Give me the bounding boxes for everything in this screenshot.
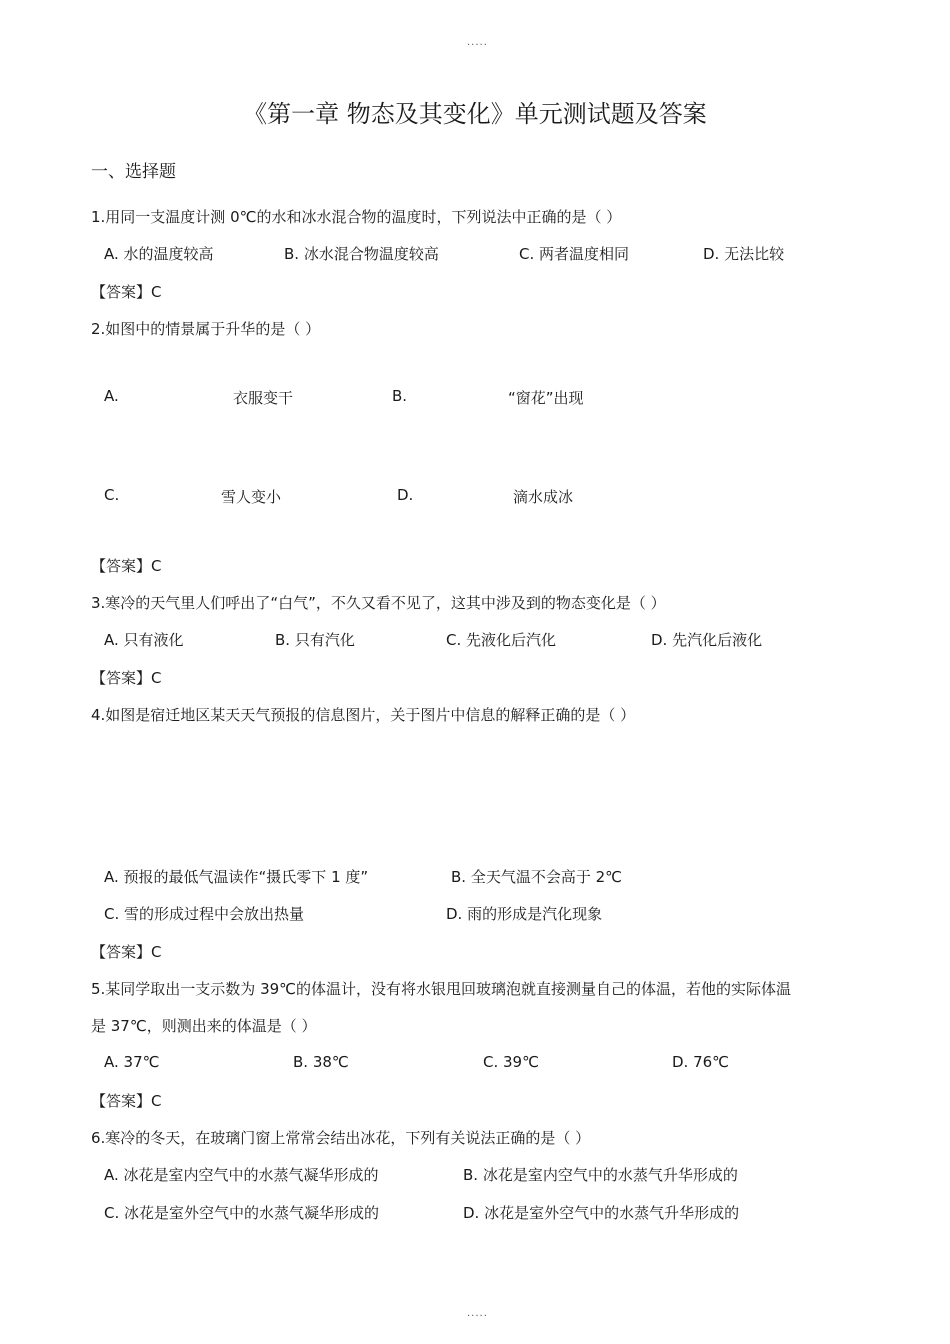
question-5-stem-line-1: 5.某同学取出一支示数为 39℃的体温计，没有将水银甩回玻璃泡就直接测量自己的体温，若他的实际体温	[91, 980, 792, 998]
question-1-stem: 1.用同一支温度计测 0℃的水和冰水混合物的温度时，下列说法中正确的是（ ）	[91, 208, 622, 226]
q2-option-d-caption: 滴水成冰	[513, 488, 574, 506]
q2-option-a-caption: 衣服变干	[233, 389, 294, 407]
q1-option-d: D. 无法比较	[703, 245, 785, 263]
question-6-stem: 6.寒冷的冬天，在玻璃门窗上常常会结出冰花，下列有关说法正确的是（ ）	[91, 1129, 591, 1147]
q4-option-d: D. 雨的形成是汽化现象	[446, 905, 603, 923]
q4-option-b: B. 全天气温不会高于 2℃	[451, 868, 622, 886]
question-5-stem-line-2: 是 37℃，则测出来的体温是（ ）	[91, 1017, 317, 1035]
q5-answer: 【答案】C	[91, 1092, 162, 1110]
q3-option-b: B. 只有汽化	[275, 631, 355, 649]
q6-option-c: C. 冰花是室外空气中的水蒸气凝华形成的	[104, 1204, 380, 1222]
q3-option-d: D. 先汽化后液化	[651, 631, 763, 649]
q5-option-a: A. 37℃	[104, 1053, 160, 1071]
q4-option-c: C. 雪的形成过程中会放出热量	[104, 905, 305, 923]
question-3-stem: 3.寒冷的天气里人们呼出了“白气”，不久又看不见了，这其中涉及到的物态变化是（ ）	[91, 594, 666, 612]
q5-option-b: B. 38℃	[293, 1053, 349, 1071]
q2-option-c-letter: C.	[104, 486, 120, 504]
q1-option-a: A. 水的温度较高	[104, 245, 214, 263]
q2-option-d-letter: D.	[397, 486, 414, 504]
q5-option-c: C. 39℃	[483, 1053, 539, 1071]
q2-answer: 【答案】C	[91, 557, 162, 575]
q6-option-d: D. 冰花是室外空气中的水蒸气升华形成的	[463, 1204, 740, 1222]
question-4-stem: 4.如图是宿迁地区某天天气预报的信息图片，关于图片中信息的解释正确的是（ ）	[91, 706, 636, 724]
q3-answer: 【答案】C	[91, 669, 162, 687]
q3-option-a: A. 只有液化	[104, 631, 184, 649]
q4-answer: 【答案】C	[91, 943, 162, 961]
q6-option-b: B. 冰花是室内空气中的水蒸气升华形成的	[463, 1166, 738, 1184]
header-dots: .....	[467, 37, 488, 48]
q2-option-b-letter: B.	[392, 387, 408, 405]
q2-option-c-caption: 雪人变小	[221, 488, 282, 506]
q6-option-a: A. 冰花是室内空气中的水蒸气凝华形成的	[104, 1166, 379, 1184]
page-title: 《第一章 物态及其变化》单元测试题及答案	[243, 100, 707, 128]
footer-dots: .....	[467, 1308, 488, 1319]
q2-option-a-letter: A.	[104, 387, 119, 405]
section-heading: 一、选择题	[91, 162, 176, 182]
q4-option-a: A. 预报的最低气温读作“摄氏零下 1 度”	[104, 868, 369, 886]
q1-option-c: C. 两者温度相同	[519, 245, 630, 263]
q3-option-c: C. 先液化后汽化	[446, 631, 557, 649]
q2-option-b-caption: “窗花”出现	[508, 389, 584, 407]
question-2-stem: 2.如图中的情景属于升华的是（ ）	[91, 320, 321, 338]
q1-answer: 【答案】C	[91, 283, 162, 301]
q5-option-d: D. 76℃	[672, 1053, 730, 1071]
q1-option-b: B. 冰水混合物温度较高	[284, 245, 439, 263]
